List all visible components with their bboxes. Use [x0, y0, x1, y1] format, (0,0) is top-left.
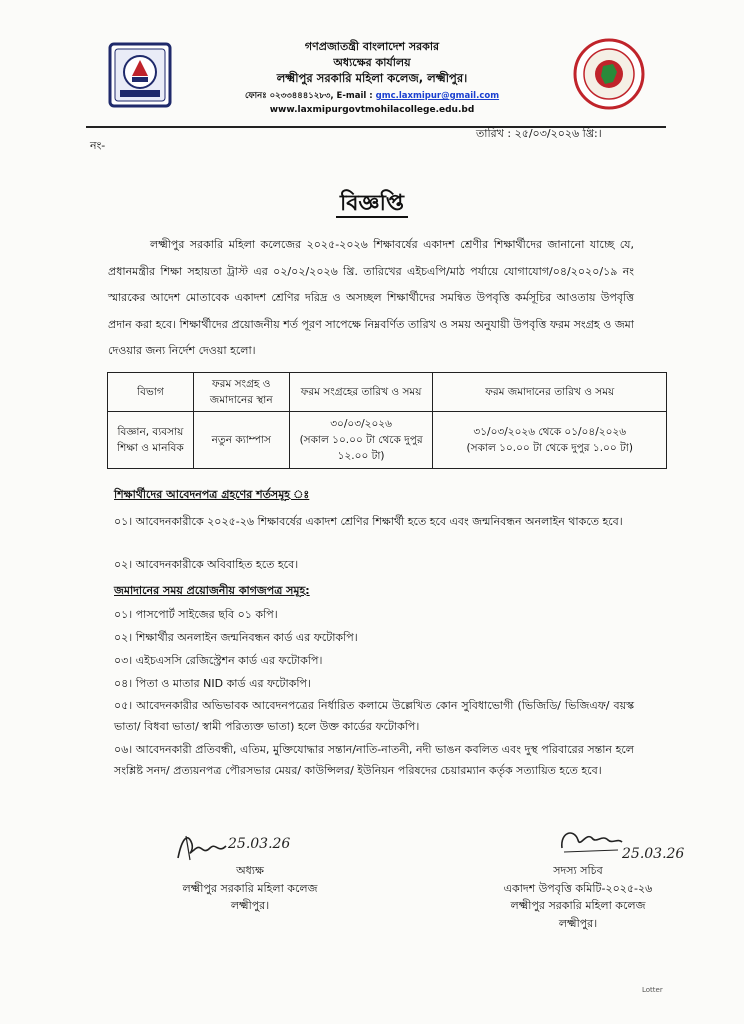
reference-number: নং-	[90, 139, 106, 152]
college-name: লক্ষ্মীপুর সরকারি মহিলা কলেজ, লক্ষ্মীপুর।	[276, 71, 468, 85]
principal-org: লক্ষ্মীপুর সরকারি মহিলা কলেজ	[182, 881, 318, 895]
document-item: ০৫। আবেদনকারীর অভিভাবক আবেদনপত্রের নির্ধারিত কলামে উল্লেখিত কোন সুবিধাভোগী (ভিজিডি/ ভিজিএফ/ বয়স্ক ভাতা/ বিধবা ভাতা/ স্বামী পরিত্যক্ত ভাতা) হলে উক্ত কার্ডের ফটোকপি।	[114, 699, 634, 733]
document-item: ০৩। এইচএসসি রেজিস্ট্রেশন কার্ড এর ফটোকপি।	[114, 654, 323, 667]
phone-label: ফোনঃ ০২৩৩৪৪৪১২৮৩, E-mail :	[244, 91, 376, 101]
principal-title: অধ্যক্ষ	[236, 864, 264, 877]
document-item: ০২। শিক্ষার্থীর অনলাইন জন্মনিবন্ধন কার্ড এর ফটোকপি।	[114, 631, 358, 644]
document-item: ০১। পাসপোর্ট সাইজের ছবি ০১ কপি।	[114, 608, 278, 621]
document-item: ০৬। আবেদনকারী প্রতিবন্ধী, এতিম, মুক্তিযোদ্ধার সন্তান/নাতি-নাতনী, নদী ভাঙন কবলিত এবং দুস্থ পরিবারের সন্তান হলে সংশ্লিষ্ট সনদ/ প্রত্যয়নপত্র পৌরসভার মেয়র/ কাউন্সিলর/ ইউনিয়ন পরিষদের চেয়ারম্যান কর্তৃক সত্যায়িত হতে হবে।	[114, 743, 634, 777]
document-item: ০৪। পিতা ও মাতার NID কার্ড এর ফটোকপি।	[114, 677, 311, 690]
submit-date: ৩১/০৩/২০২৬ থেকে ০১/০৪/২০২৬	[473, 426, 627, 438]
collect-cell	[289, 412, 433, 469]
collect-time: (সকাল ১০.০০ টা থেকে দুপুর ১২.০০ টা)	[299, 434, 423, 462]
place-cell: নতুন ক্যাম্পাস	[193, 412, 289, 469]
secretary-signature	[556, 822, 626, 860]
principal-sign-date: 25.03.26	[228, 836, 291, 852]
condition-item: ০২। আবেদনকারীকে অবিবাহিত হতে হবে।	[114, 558, 299, 571]
notice-body: লক্ষ্মীপুর সরকারি মহিলা কলেজের ২০২৫-২০২৬ শিক্ষাবর্ষের একাদশ শ্রেণীর শিক্ষার্থীদের জানানো যাচ্ছে যে, প্রধানমন্ত্রীর শিক্ষা সহায়তা ট্রাস্ট এর ০২/০২/২০২৬ খ্রি. তারিখের এইচএপি/মাঠ পর্যায়ে যোগাযোগ/০৪/২০২০/১৯ নং স্মারকের আদেশ মোতাবেক একাদশ শ্রেণির দরিদ্র ও অসচ্ছল শিক্ষার্থীদের সমন্বিত উপবৃত্তি কর্মসূচির আওতায় উপবৃত্তি প্রদান করা হবে। শিক্ষার্থীদের প্রয়োজনীয় শর্ত পূরণ সাপেক্ষে নিম্নবর্ণিত তারিখ ও সময় অনুযায়ী উপবৃত্তি ফরম সংগ্রহ ও জমা দেওয়ার জন্য নির্দেশ দেওয়া হলো।	[108, 238, 634, 357]
table-header: ফরম সংগ্রহ ও জমাদানের স্থান	[193, 373, 289, 412]
secretary-org: লক্ষ্মীপুর সরকারি মহিলা কলেজ	[510, 899, 646, 912]
principal-place: লক্ষ্মীপুর।	[230, 899, 270, 912]
table-header-row	[108, 373, 667, 412]
principal-signature-block	[150, 862, 350, 915]
contact-line	[0, 89, 744, 103]
notice-title: বিজ্ঞপ্তি	[0, 186, 744, 223]
committee-name: একাদশ উপবৃত্তি কমিটি-২০২৫-২৬	[503, 881, 653, 895]
secretary-place: লক্ষ্মীপুর।	[558, 916, 598, 930]
issue-date: তারিখ : ২৫/০৩/২০২৬ খ্রি:।	[476, 127, 602, 140]
government-title: গণপ্রজাতন্ত্রী বাংলাদেশ সরকার	[304, 40, 440, 53]
collect-date: ৩০/০৩/২০২৬	[330, 418, 392, 430]
office-title: অধ্যক্ষের কার্যালয়	[333, 56, 411, 69]
table-header: ফরম জমাদানের তারিখ ও সময়	[433, 373, 667, 412]
table-header: বিভাগ	[108, 373, 194, 412]
secretary-sign-date: 25.03.26	[622, 846, 685, 862]
submit-time: (সকাল ১০.০০ টা থেকে দুপুর ১.০০ টা)	[466, 442, 633, 454]
website-url[interactable]: www.laxmipurgovtmohilacollege.edu.bd	[269, 105, 475, 115]
table-header: ফরম সংগ্রহের তারিখ ও সময়	[289, 373, 433, 412]
condition-item: ০১। আবেদনকারীকে ২০২৫-২৬ শিক্ষাবর্ষের একাদশ শ্রেণির শিক্ষার্থী হতে হবে এবং জন্মনিবন্ধন অনলাইন থাকতে হবে।	[114, 515, 623, 528]
documents-heading: জমাদানের সময় প্রয়োজনীয় কাগজপত্র সমূহ:	[114, 584, 310, 597]
email-link[interactable]: gmc.laxmipur@gmail.com	[375, 91, 500, 101]
footer-mark: Lotter	[642, 986, 663, 994]
submit-cell	[433, 412, 667, 469]
schedule-table	[107, 372, 667, 469]
secretary-title: সদস্য সচিব	[553, 864, 603, 877]
table-row	[108, 412, 667, 469]
principal-signature	[172, 828, 232, 864]
dept-cell: বিজ্ঞান, ব্যবসায় শিক্ষা ও মানবিক	[108, 412, 194, 469]
secretary-signature-block	[478, 862, 678, 932]
conditions-heading: শিক্ষার্থীদের আবেদনপত্র গ্রহণের শর্তসমূহ ঃ	[114, 488, 310, 501]
